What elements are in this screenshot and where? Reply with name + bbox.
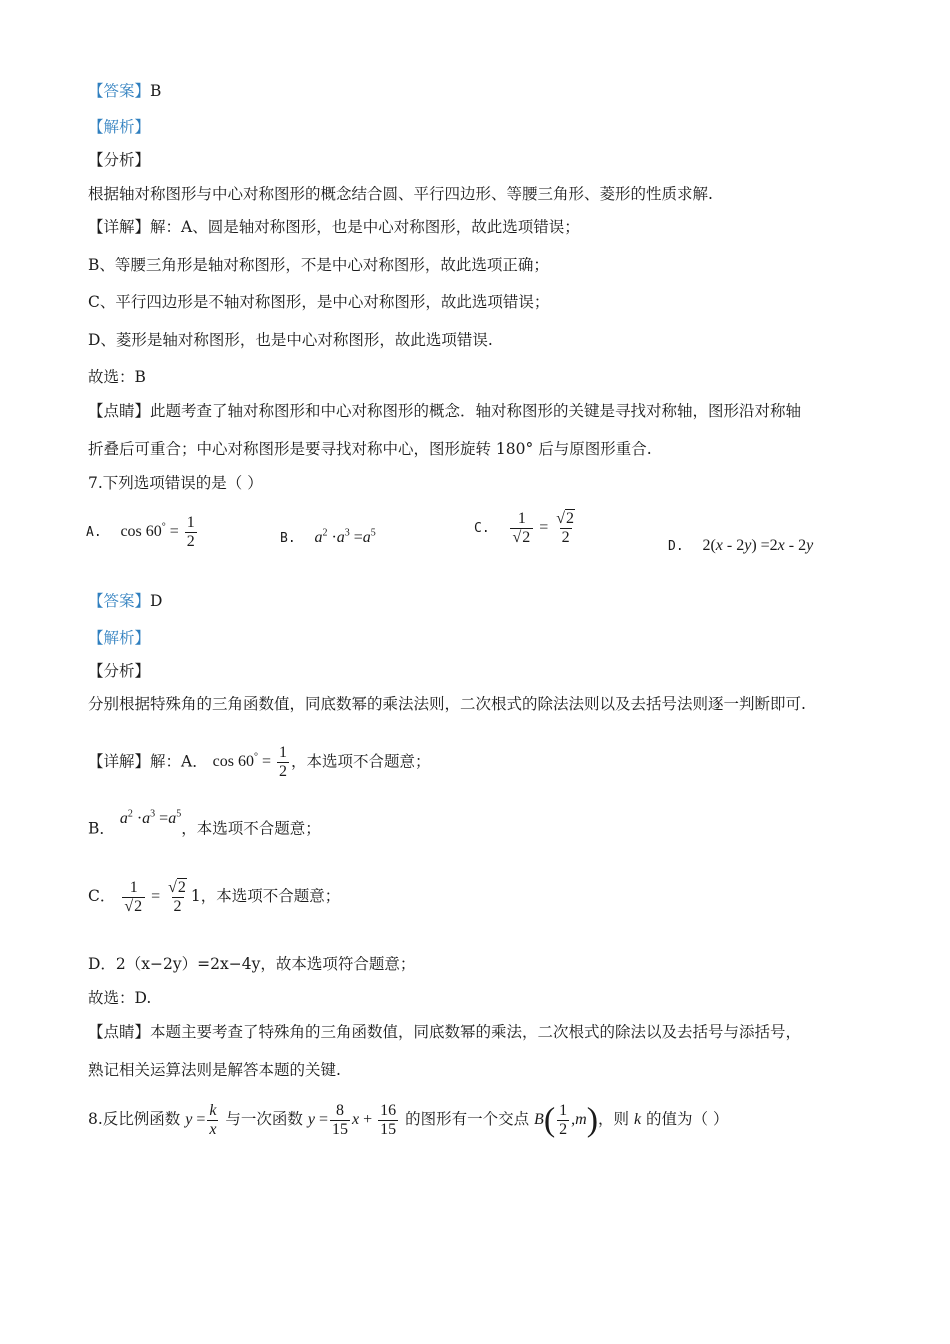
detail-prefix: C． xyxy=(88,887,116,905)
dianjing-7-2: 熟记相关运算法则是解答本题的关键. xyxy=(88,1061,341,1079)
dianjing-tag: 【点睛】 xyxy=(88,402,151,420)
question-8-mid3: ，则 xyxy=(598,1110,630,1128)
detail-b-formula: $a^2 \cdot a^3 =a^5$ xyxy=(119,809,182,828)
dianjing-text: 本题主要考查了特殊角的三角函数值，同底数幂的乘法，二次根式的除法以及去括号与添括号， xyxy=(150,1023,802,1041)
option-c-label: C. xyxy=(474,521,490,537)
option-b-formula: $a^2 \cdot a^3 =a^5$ xyxy=(314,528,376,547)
option-c xyxy=(474,510,579,547)
fenxi-text-7: 分别根据特殊角的三角函数值，同底数幂的乘法法则，二次根式的除法法则以及去括号法则逐一判断即可. xyxy=(88,695,806,713)
question-7: 7.下列选项错误的是（ ） xyxy=(88,474,263,492)
option-a-label: A. xyxy=(86,525,102,541)
fenxi-text-1: 根据轴对称图形与中心对称图形的概念结合圆、平行四边形、等腰三角形、菱形的性质求解. xyxy=(88,185,713,203)
detail-tag: 【详解】 xyxy=(88,752,151,771)
answer-value: D xyxy=(150,592,163,610)
answer-value: B xyxy=(150,82,162,100)
question-8-mid2: 的图形有一个交点 xyxy=(405,1110,530,1128)
dianjing-1 xyxy=(88,400,801,422)
fenxi-tag-7: 【分析】 xyxy=(88,662,151,680)
variable-k: k xyxy=(634,1111,642,1128)
question-8 xyxy=(88,1096,728,1143)
question-8-mid1: 与一次函数 xyxy=(225,1110,303,1128)
detail-d-1: D、菱形是轴对称图形，也是中心对称图形，故此选项错误. xyxy=(88,331,493,349)
detail-suffix: ，本选项不合题意； xyxy=(181,819,321,838)
detail-prefix: 解：A． xyxy=(150,752,208,771)
detail-suffix: ，本选项不合题意； xyxy=(291,752,431,771)
detail-a-7 xyxy=(88,738,431,782)
option-d-label: D. xyxy=(668,539,684,554)
linear-function-formula: y = $\frac{8}{15}$ x + $\frac{16}{15}$ xyxy=(307,1101,397,1138)
detail-b-1: B、等腰三角形是轴对称图形，不是中心对称图形，故此选项正确； xyxy=(88,256,549,274)
question-8-prefix: 8.反比例函数 xyxy=(88,1110,181,1128)
dianjing-tag: 【点睛】 xyxy=(88,1023,151,1041)
answer-tag: 【答案】 xyxy=(88,592,151,610)
analysis-tag-7: 【解析】 xyxy=(88,629,151,647)
dianjing-2: 折叠后可重合；中心对称图形是要寻找对称中心，图形旋转 180° 后与原图形重合. xyxy=(88,440,652,458)
answer-tag: 【答案】 xyxy=(88,82,151,100)
option-c-formula: $\frac{1}{√2}$ = $\frac{√2}{2}$ xyxy=(512,510,575,546)
choice-1: 故选：B xyxy=(88,368,146,386)
option-b xyxy=(280,528,376,547)
dianjing-text: 此题考查了轴对称图形和中心对称图形的概念．轴对称图形的关键是寻找对称轴，图形沿对称轴 xyxy=(150,402,802,420)
answer-line-7 xyxy=(88,590,162,612)
inverse-function-formula: y = $\frac{k}{x}$ xyxy=(185,1101,217,1138)
detail-c-7 xyxy=(88,874,340,919)
detail-d-7: D．2（x−2y）=2x−4y，故本选项符合题意； xyxy=(88,955,416,973)
option-d xyxy=(668,536,813,555)
analysis-tag-1: 【解析】 xyxy=(88,118,151,136)
choice-7: 故选：D. xyxy=(88,989,152,1007)
detail-suffix: 1，本选项不合题意； xyxy=(190,887,341,905)
option-d-formula: 2(x - 2y) =2x - 2y xyxy=(702,537,814,554)
answer-line-1 xyxy=(88,80,161,102)
option-b-label: B. xyxy=(280,531,296,547)
detail-a-1 xyxy=(88,216,580,238)
point-b-formula: B( $\frac{1}{2}$ ,m) xyxy=(534,1101,599,1139)
detail-c-1: C、平行四边形是不轴对称图形，是中心对称图形，故此选项错误； xyxy=(88,293,550,311)
fenxi-tag-1: 【分析】 xyxy=(88,151,151,169)
detail-text: 解：A、圆是轴对称图形，也是中心对称图形，故此选项错误； xyxy=(150,218,580,236)
detail-c-formula: $\frac{1}{√2}$ = $\frac{√2}{2}$ xyxy=(124,878,186,915)
detail-tag: 【详解】 xyxy=(88,218,151,236)
question-8-suffix: 的值为（ ） xyxy=(646,1110,729,1128)
option-a xyxy=(86,514,199,551)
dianjing-7 xyxy=(88,1021,801,1043)
detail-prefix: B． xyxy=(88,819,115,838)
detail-a-formula: cos 60° = $\frac{1}{2}$ xyxy=(212,744,288,781)
option-a-formula: cos 60° = $\frac{1}{2}$ xyxy=(120,514,195,550)
detail-b-7 xyxy=(88,809,321,840)
